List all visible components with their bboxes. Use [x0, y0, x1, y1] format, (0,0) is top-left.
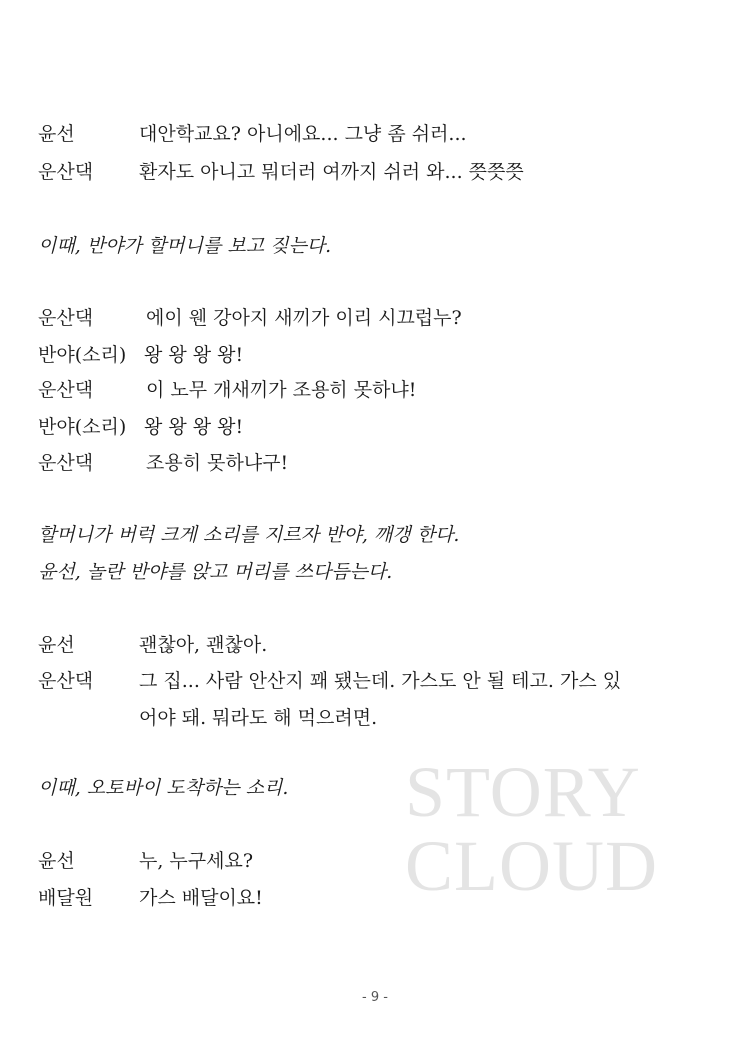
speaker-name: 반야(소리)	[38, 416, 127, 438]
stage-direction: 이때, 오토바이 도착하는 소리.	[38, 777, 289, 799]
dialogue-text: 대안학교요? 아니에요... 그냥 좀 쉬러...	[139, 123, 467, 145]
dialogue-text: 이 노무 개새끼가 조용히 못하냐!	[146, 379, 417, 401]
speaker-name: 배달원	[38, 887, 94, 909]
speaker-name: 운산댁	[38, 307, 94, 329]
speaker-name: 윤선	[38, 634, 75, 656]
story-cloud-watermark	[405, 752, 695, 906]
dialogue-text: 어야 돼. 뭐라도 해 먹으려면.	[139, 707, 378, 729]
stage-direction: 할머니가 버럭 크게 소리를 지르자 반야, 깨갱 한다.	[38, 524, 460, 546]
stage-direction: 윤선, 놀란 반야를 앉고 머리를 쓰다듬는다.	[38, 561, 393, 583]
watermark-line: CLOUD	[405, 826, 658, 906]
speaker-name: 운산댁	[38, 452, 94, 474]
page-number: - 9 -	[362, 990, 388, 1005]
speaker-name: 운산댁	[38, 161, 94, 183]
watermark-line: STORY	[405, 752, 641, 832]
dialogue-text: 그 집... 사람 안산지 꽤 됐는데. 가스도 안 될 테고. 가스 있	[139, 670, 622, 692]
dialogue-text: 왕 왕 왕 왕!	[144, 344, 244, 366]
speaker-name: 윤선	[38, 123, 75, 145]
stage-direction: 이때, 반야가 할머니를 보고 짖는다.	[38, 235, 332, 257]
dialogue-text: 왕 왕 왕 왕!	[144, 416, 244, 438]
speaker-name: 반야(소리)	[38, 344, 127, 366]
speaker-name: 운산댁	[38, 379, 94, 401]
dialogue-text: 조용히 못하냐구!	[146, 452, 289, 474]
speaker-name: 윤선	[38, 850, 75, 872]
dialogue-text: 환자도 아니고 뭐더러 여까지 쉬러 와... 쯧쯧쯧	[139, 161, 524, 183]
dialogue-text: 에이 웬 강아지 새끼가 이리 시끄럽누?	[146, 307, 462, 329]
dialogue-text: 괜찮아, 괜찮아.	[139, 634, 268, 656]
dialogue-text: 누, 누구세요?	[139, 850, 254, 872]
speaker-name: 운산댁	[38, 670, 94, 692]
dialogue-text: 가스 배달이요!	[139, 887, 263, 909]
